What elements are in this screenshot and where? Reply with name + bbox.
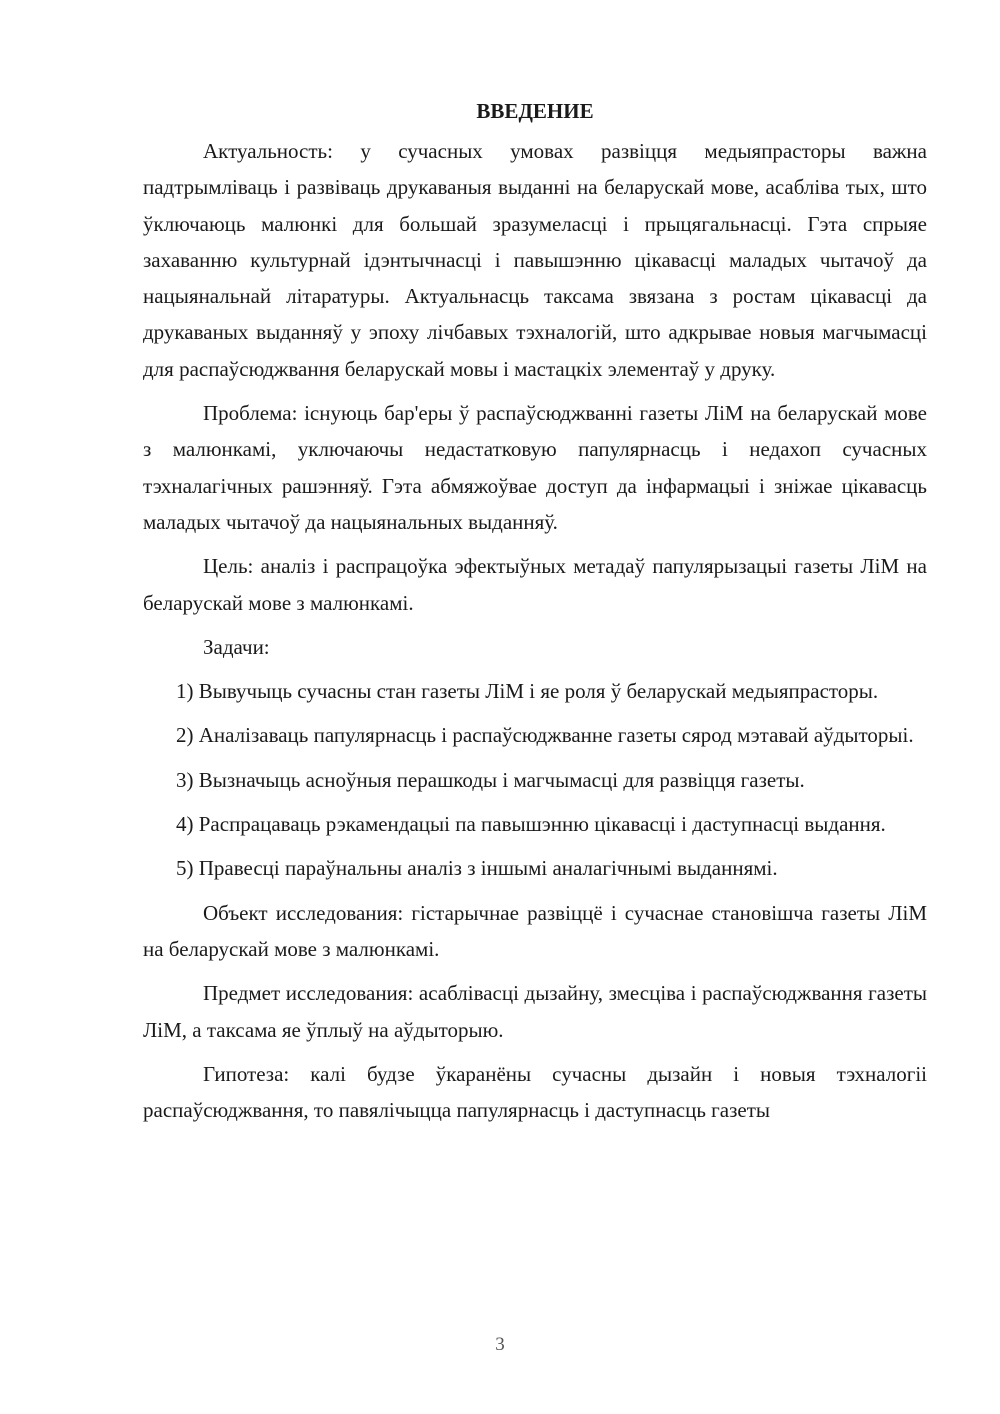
section-title: ВВЕДЕНИЕ <box>476 99 594 123</box>
task-item-4: 4) Распрацаваць рэкамендацыі па павышэнню цікавасці і даступнасці выдання. <box>176 812 886 837</box>
relevance-paragraph: Актуальность: у сучасных умовах развіцця медыяпрасторы важна падтрымліваць і развіваць друкаваныя выданні на беларускай мове, асабліва тых, што ўключаюць малюнкі для большай зразумеласці і прыцягальнасці. Гэта спрыяе захаванню культурнай ідэнтычнасці і павышэнню цікавасці маладых чытачоў да нацыянальнай літаратуры. Актуальнасць таксама звязана з ростам цікавасці да друкаваных выданняў у эпоху лічбавых тэхналогій, што адкрывае новыя магчымасці для распаўсюджвання беларускай мовы і мастацкіх элементаў у друку. <box>143 139 927 381</box>
problem-paragraph: Проблема: існуюць бар'еры ў распаўсюджванні газеты ЛіМ на беларускай мове з малюнкамі, уключаючы недастатковую папулярнасць і недахоп сучасных тэхналагічных рашэнняў. Гэта абмяжоўвае доступ да інфармацыі і зніжае цікавасць маладых чытачоў да нацыянальных выданняў. <box>143 401 927 534</box>
task-item-2: 2) Аналізаваць папулярнасць і распаўсюджванне газеты сярод мэтавай аўдыторыі. <box>176 723 914 748</box>
page-number: 3 <box>495 1334 505 1355</box>
tasks-heading: Задачи: <box>203 634 270 659</box>
subject-paragraph: Предмет исследования: асаблівасці дызайну, змесціва і распаўсюджвання газеты ЛіМ, а таксама яе ўплыў на аўдыторыю. <box>143 981 927 1042</box>
task-item-5: 5) Правесці параўнальны аналіз з іншымі аналагічнымі выданнямі. <box>176 856 778 881</box>
task-item-1: 1) Вывучыць сучасны стан газеты ЛіМ і яе роля ў беларускай медыяпрасторы. <box>176 679 879 704</box>
object-paragraph: Объект исследования: гістарычнае развіццё і сучаснае становішча газеты ЛіМ на беларускай мове з малюнкамі. <box>143 900 927 961</box>
document-page <box>143 93 927 1136</box>
hypothesis-paragraph: Гипотеза: калі будзе ўкаранёны сучасны дызайн і новыя тэхналогіі распаўсюджвання, то павялічыцца папулярнасць і даступнасць газеты <box>143 1061 927 1123</box>
goal-paragraph: Цель: аналіз і распрацоўка эфектыўных метадаў папулярызацыі газеты ЛіМ на беларускай мове з малюнкамі. <box>143 554 927 615</box>
task-item-3: 3) Вызначыць асноўныя перашкоды і магчымасці для развіцця газеты. <box>176 767 805 792</box>
